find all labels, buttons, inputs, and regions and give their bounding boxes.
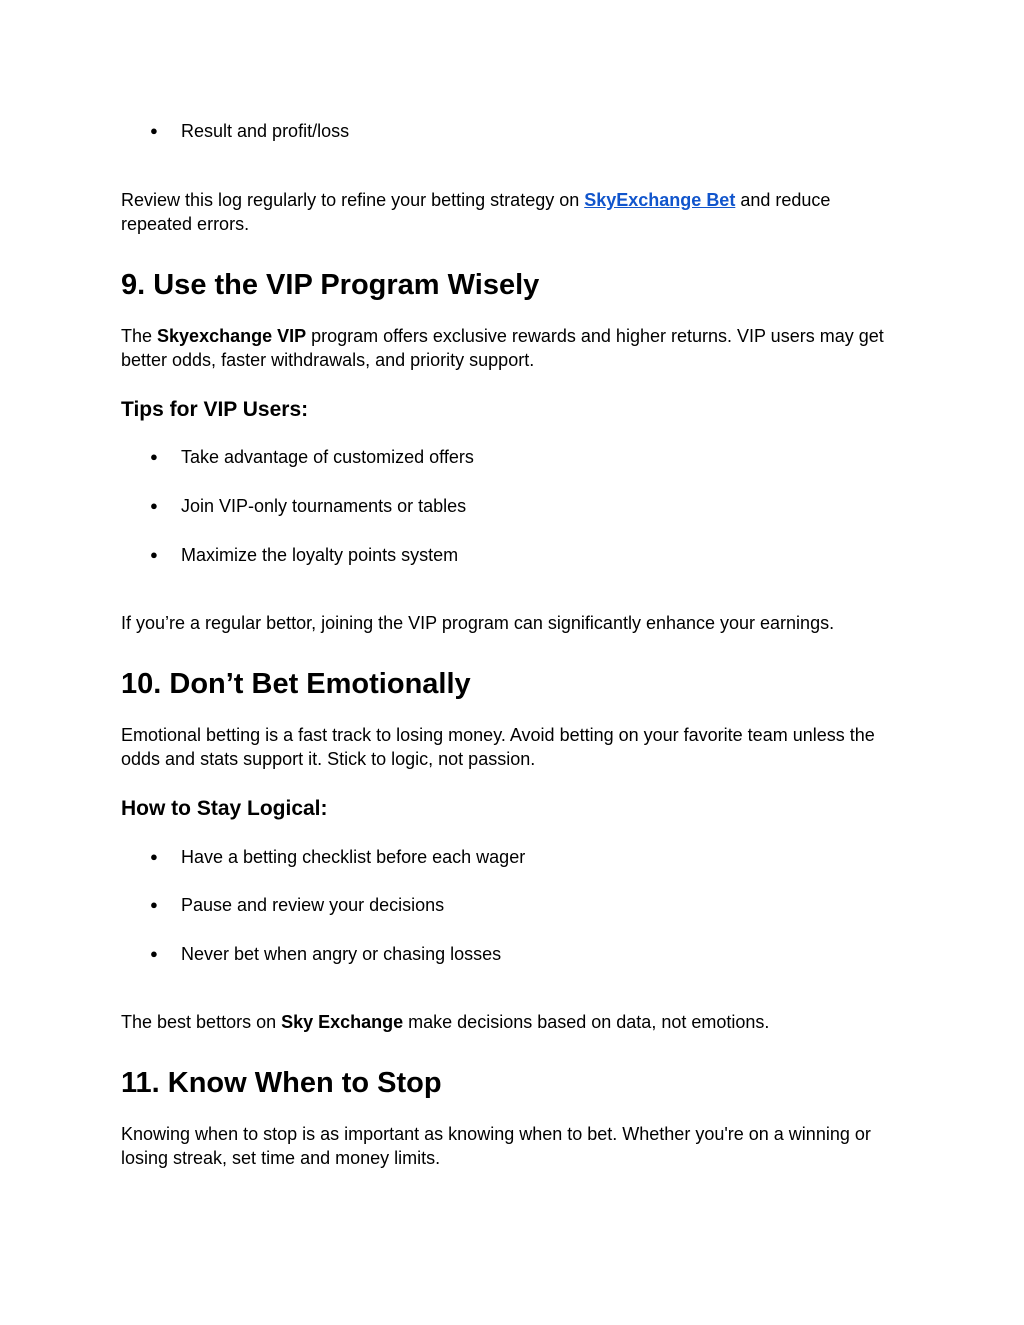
intro-text-line2: better odds, faster withdrawals, and priority support. bbox=[121, 350, 535, 370]
list-item-text: Never bet when angry or chasing losses bbox=[181, 944, 502, 964]
intro-text: Knowing when to stop is as important as knowing when to bet. Whether you're on a winning or bbox=[121, 1124, 871, 1144]
review-text-cont: and reduce bbox=[735, 190, 831, 210]
bullet-icon: ● bbox=[150, 897, 158, 912]
intro-text-cont: program offers exclusive rewards and higher returns. VIP users may get bbox=[306, 326, 884, 346]
skyexchange-bet-link[interactable]: SkyExchange Bet bbox=[584, 190, 736, 210]
intro-text: Emotional betting is a fast track to losing money. Avoid betting on your favorite team unless the bbox=[121, 725, 875, 745]
tips-vip-subheading: Tips for VIP Users: bbox=[121, 398, 309, 421]
section-10-intro bbox=[121, 723, 921, 771]
closing-text-cont: make decisions based on data, not emotions. bbox=[403, 1012, 770, 1032]
list-item-text: Result and profit/loss bbox=[181, 121, 350, 141]
intro-text-line2: losing streak, set time and money limits. bbox=[121, 1148, 441, 1168]
closing-text: The best bettors on bbox=[121, 1012, 282, 1032]
list-item bbox=[150, 845, 525, 869]
section-9-intro bbox=[121, 324, 921, 372]
list-item-text: Take advantage of customized offers bbox=[181, 447, 474, 467]
list-item bbox=[150, 942, 501, 966]
section-11-intro bbox=[121, 1122, 921, 1170]
section-10-closing bbox=[121, 1010, 921, 1034]
list-item bbox=[150, 445, 474, 469]
review-paragraph bbox=[121, 188, 921, 236]
list-item-text: Pause and review your decisions bbox=[181, 895, 445, 915]
list-item bbox=[150, 893, 444, 917]
stay-logical-subheading: How to Stay Logical: bbox=[121, 797, 328, 820]
list-item bbox=[150, 119, 349, 143]
bullet-icon: ● bbox=[150, 498, 158, 513]
list-item-text: Maximize the loyalty points system bbox=[181, 545, 459, 565]
list-item-text: Join VIP-only tournaments or tables bbox=[181, 496, 467, 516]
section-10-heading: 10. Don’t Bet Emotionally bbox=[121, 668, 471, 700]
list-item bbox=[150, 494, 466, 518]
list-item-text: Have a betting checklist before each wager bbox=[181, 847, 526, 867]
section-9-heading: 9. Use the VIP Program Wisely bbox=[121, 269, 540, 301]
list-item bbox=[150, 543, 458, 567]
section-11-heading: 11. Know When to Stop bbox=[121, 1067, 442, 1099]
review-text: Review this log regularly to refine your betting strategy on bbox=[121, 190, 585, 210]
intro-text: The bbox=[121, 326, 158, 346]
intro-text-line2: odds and stats support it. Stick to logic, not passion. bbox=[121, 749, 536, 769]
review-text-line2: repeated errors. bbox=[121, 214, 250, 234]
section-9-closing: If you’re a regular bettor, joining the VIP program can significantly enhance your earnings. bbox=[121, 613, 835, 633]
bullet-icon: ● bbox=[150, 849, 158, 864]
bullet-icon: ● bbox=[150, 547, 158, 562]
skyexchange-vip-bold: Skyexchange VIP bbox=[157, 326, 307, 346]
bullet-icon: ● bbox=[150, 123, 158, 138]
bullet-icon: ● bbox=[150, 449, 158, 464]
bullet-icon: ● bbox=[150, 946, 158, 961]
sky-exchange-bold: Sky Exchange bbox=[281, 1012, 404, 1032]
